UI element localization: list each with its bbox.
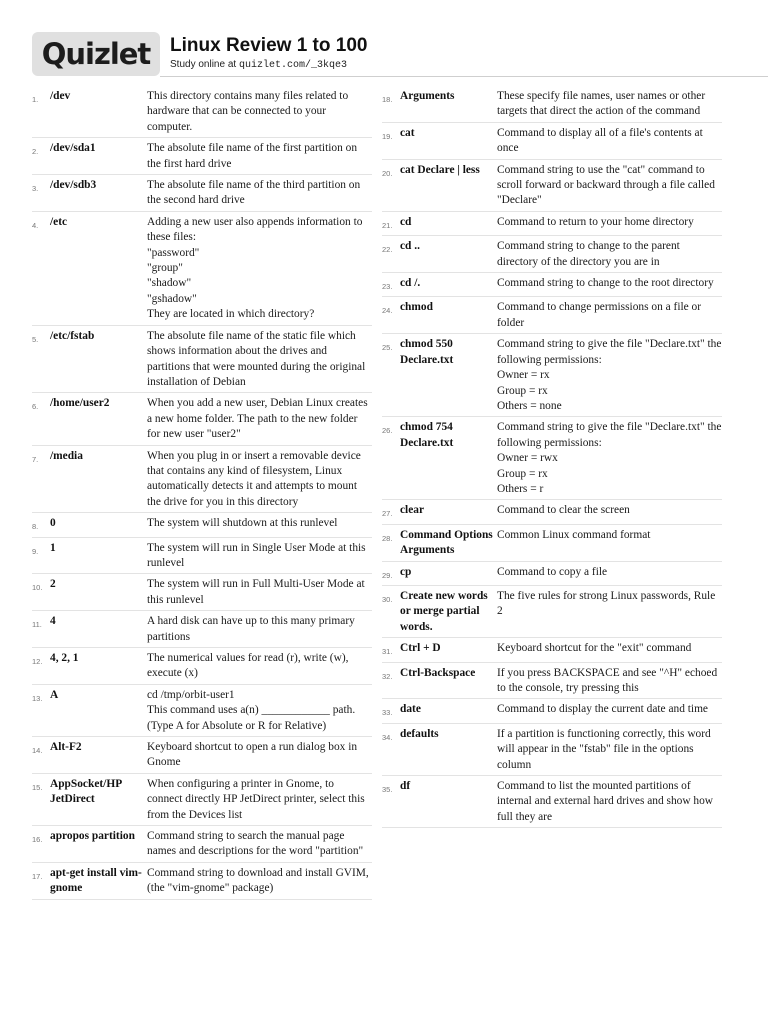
card-definition: Keyboard shortcut to open a run dialog box in Gnome [147, 741, 358, 769]
subtitle-prefix: Study online at [170, 59, 239, 70]
card-number: 1. [32, 95, 39, 104]
card-number: 31. [382, 647, 393, 657]
card-term: 0 [50, 517, 56, 530]
card-definition: Keyboard shortcut for the "exit" command [497, 642, 692, 655]
flashcard-row [382, 297, 722, 334]
card-definition: Command to change permissions on a file or folder [497, 301, 702, 329]
flashcard-row [382, 638, 722, 662]
card-term: cd [400, 215, 412, 228]
header-divider [160, 76, 768, 77]
card-term: chmod 550 Declare.txt [400, 338, 454, 366]
card-term: apropos partition [50, 830, 135, 843]
page-header [32, 32, 762, 78]
flashcard-row [32, 863, 372, 900]
card-term: 4 [50, 615, 56, 628]
card-number: 15. [32, 782, 43, 792]
card-definition: Command string to download and install GVIM, (the "vim-gnome" package) [147, 866, 369, 895]
flashcard-row [382, 776, 722, 828]
card-term: /home/user2 [50, 397, 110, 410]
study-link[interactable]: quizlet.com/_3kqe3 [238, 60, 347, 71]
card-number: 33. [382, 708, 393, 718]
card-definition: The system will run in Single User Mode at this runlevel [147, 541, 366, 569]
card-definition: When you add a new user, Debian Linux creates a new home folder. The path to the new folder for new user "user2" [147, 397, 368, 441]
card-definition: A hard disk can have up to this many primary partitions [147, 615, 355, 643]
card-term: /dev/sdb3 [50, 179, 97, 192]
card-number: 19. [382, 131, 393, 141]
card-term: chmod [400, 301, 433, 314]
card-definition: When you plug in or insert a removable device that contains any kind of filesystem, Linux automatically detects it and attempts to mount the drive for you in this directory [147, 449, 361, 508]
card-definition: Command to copy a file [497, 565, 608, 578]
card-number: 26. [382, 426, 393, 436]
card-number: 22. [382, 245, 393, 255]
card-definition: The system will shutdown at this runlevel [147, 517, 338, 530]
card-definition: Command to display all of a file's contents at once [497, 126, 703, 155]
card-definition: Command string to search the manual page names and descriptions for the word "partition" [147, 830, 364, 858]
card-number: 12. [32, 657, 43, 666]
card-definition: This directory contains many files related to hardware that can be connected to your computer. [147, 90, 349, 133]
card-term: /dev/sda1 [50, 142, 96, 155]
flashcard-row [32, 393, 372, 445]
card-number: 34. [382, 732, 393, 742]
card-definition: Adding a new user also appends information to these files: "password" "group" "shadow" "gshadow" They are located in which directory? [147, 215, 363, 321]
card-number: 18. [382, 95, 393, 104]
flashcard-row [32, 611, 372, 648]
card-term: /etc/fstab [50, 329, 95, 342]
card-term: Ctrl + D [400, 642, 441, 655]
flashcard-row [382, 724, 722, 776]
card-definition: The five rules for strong Linux passwords, Rule 2 [497, 589, 716, 618]
card-term: df [400, 780, 411, 793]
page-title: Linux Review 1 to 100 [170, 35, 368, 56]
card-definition: Command string to change to the root directory [497, 277, 714, 290]
card-number: 4. [32, 220, 39, 230]
flashcard-row [32, 826, 372, 863]
card-number: 11. [32, 620, 42, 630]
flashcard-row [382, 123, 722, 160]
card-number: 14. [32, 746, 43, 756]
card-term: date [400, 703, 421, 716]
card-term: Create new words or merge partial words. [400, 589, 488, 633]
card-number: 2. [32, 147, 39, 157]
flashcard-row [382, 160, 722, 212]
flashcard-row [382, 236, 722, 273]
card-definition: The absolute file name of the static file which shows information about the drives and partitions that were mounted during the original installation of Debian [147, 329, 366, 388]
flashcard-row [382, 500, 722, 524]
card-number: 20. [382, 168, 393, 178]
card-number: 13. [32, 693, 43, 703]
flashcard-row [32, 774, 372, 826]
card-definition: Command string to give the file "Declare.txt" the following permissions: Owner = rwx Group = rx Others = r [497, 421, 722, 495]
flashcard-row [32, 86, 372, 138]
card-definition: The absolute file name of the first partition on the first hard drive [147, 142, 358, 170]
flashcard-row [32, 446, 372, 514]
card-definition: The absolute file name of the third partition on the second hard drive [147, 179, 361, 207]
card-term: chmod 754 Declare.txt [400, 421, 454, 449]
card-number: 7. [32, 454, 39, 464]
flashcard-row [382, 663, 722, 700]
title-block [170, 34, 367, 73]
card-term: 4, 2, 1 [50, 652, 79, 664]
card-term: Arguments [400, 90, 455, 102]
card-number: 10. [32, 583, 43, 593]
card-term: defaults [400, 727, 439, 740]
card-number: 17. [32, 871, 43, 881]
card-term: cd /. [400, 277, 421, 290]
card-number: 28. [382, 533, 393, 543]
card-term: cd .. [400, 240, 420, 253]
card-definition: The system will run in Full Multi-User Mode at this runlevel [147, 578, 365, 606]
flashcard-row [32, 513, 372, 537]
card-definition: The numerical values for read (r), write (w), execute (x) [147, 652, 349, 680]
flashcard-row [382, 699, 722, 723]
card-number: 27. [382, 509, 393, 519]
flashcard-row [382, 417, 722, 500]
card-definition: Command to list the mounted partitions of internal and external hard drives and show how full they are [497, 780, 714, 823]
flashcard-row [32, 175, 372, 212]
card-number: 16. [32, 835, 43, 845]
flashcard-row [32, 737, 372, 774]
card-number: 25. [382, 343, 393, 353]
flashcard-row [32, 574, 372, 611]
card-term: Alt-F2 [50, 741, 82, 754]
flashcard-row [382, 334, 722, 417]
card-definition: These specify file names, user names or other targets that direct the action of the command [497, 90, 706, 118]
card-number: 23. [382, 282, 393, 292]
card-definition: Common Linux command format [497, 528, 651, 541]
card-number: 29. [382, 570, 393, 580]
card-term: cp [400, 565, 412, 578]
card-term: clear [400, 504, 425, 517]
flashcard-row [382, 562, 722, 586]
card-number: 32. [382, 671, 393, 681]
card-definition: If a partition is functioning correctly, this word will appear in the "fstab" file in the options column [497, 727, 711, 771]
card-term: 1 [50, 541, 56, 554]
card-term: Ctrl-Backspace [400, 666, 476, 679]
card-definition: When configuring a printer in Gnome, to connect directly HP JetDirect printer, select this from the Devices list [147, 777, 365, 821]
card-number: 6. [32, 402, 39, 412]
flashcard-row [32, 685, 372, 737]
flashcard-row [32, 326, 372, 394]
card-number: 21. [382, 220, 393, 230]
flashcard-row [382, 586, 722, 638]
card-definition: Command string to use the "cat" command to scroll forward or backward through a file called "Declare" [497, 163, 715, 207]
right-column [382, 86, 722, 828]
card-number: 8. [32, 522, 39, 532]
card-number: 5. [32, 334, 39, 344]
card-term: cat [400, 126, 415, 139]
flashcard-row [382, 212, 722, 236]
flashcard-row [32, 538, 372, 575]
quizlet-logo: Quizlet [32, 32, 160, 76]
card-number: 35. [382, 785, 393, 795]
card-number: 9. [32, 546, 39, 556]
card-definition: Command string to change to the parent directory of the directory you are in [497, 240, 680, 268]
flashcard-row [382, 525, 722, 562]
card-definition: Command string to give the file "Declare.txt" the following permissions: Owner = rx Group = rx Others = none [497, 338, 722, 412]
flashcard-row [382, 86, 722, 123]
card-term: Command Options Arguments [400, 528, 493, 557]
page-subtitle [170, 58, 367, 73]
card-definition: If you press BACKSPACE and see "^H" echoed to the console, try pressing this [497, 666, 718, 694]
flashcard-row [32, 212, 372, 326]
card-term: apt-get install vim-gnome [50, 866, 142, 895]
card-term: A [50, 688, 59, 701]
card-term: /dev [50, 90, 71, 102]
card-definition: Command to clear the screen [497, 504, 630, 517]
card-number: 3. [32, 184, 39, 194]
card-definition: Command to return to your home directory [497, 215, 694, 228]
flashcard-row [382, 273, 722, 297]
left-column [32, 86, 372, 900]
flashcard-row [32, 648, 372, 685]
card-number: 30. [382, 594, 393, 604]
card-term: /etc [50, 215, 68, 228]
card-term: /media [50, 449, 83, 462]
card-definition: cd /tmp/orbit-user1 This command uses a(n) ____________ path. (Type A for Absolute or R for Relative) [147, 688, 356, 732]
card-term: AppSocket/HP JetDirect [50, 777, 122, 806]
card-term: cat Declare | less [400, 163, 480, 176]
card-definition: Command to display the current date and time [497, 703, 708, 716]
card-term: 2 [50, 578, 56, 591]
card-number: 24. [382, 306, 393, 316]
flashcard-row [32, 138, 372, 175]
